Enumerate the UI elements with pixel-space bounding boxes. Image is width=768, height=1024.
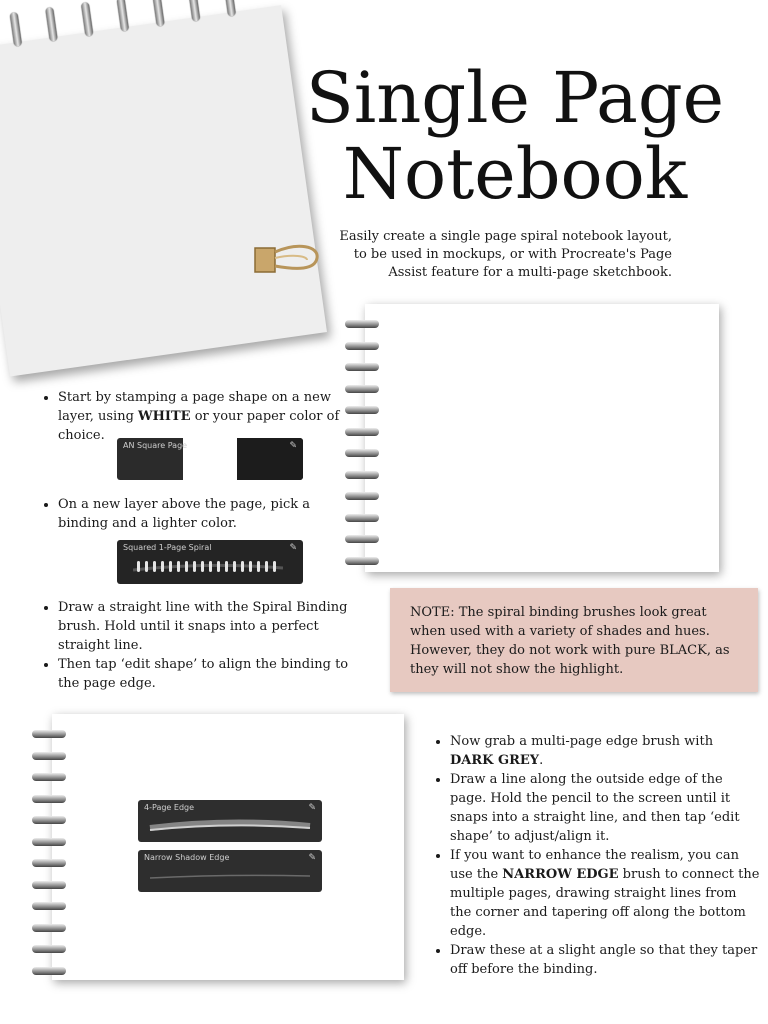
spiral-ring (32, 816, 66, 824)
spiral-ring (32, 773, 66, 781)
brush-swatch-four-page-edge (138, 800, 322, 842)
shadow-stroke-preview (148, 866, 312, 886)
decorative-notebook (0, 0, 334, 357)
note-text: NOTE: The spiral binding brushes look great when used with a variety of shades and hues. However, they do not work with pure BLACK, as they will not show the highlight. (410, 605, 730, 677)
spiral-stroke-preview (133, 560, 283, 574)
step-draw-line: • Draw a straight line with the Spiral Binding brush. Hold until it snaps into a perfect straight line. (58, 598, 368, 655)
spiral-tick (265, 561, 268, 572)
pen-icon: ✎ (289, 543, 297, 553)
spiral-tick (233, 561, 236, 572)
spiral-tick (217, 561, 220, 572)
spiral-ring (345, 557, 379, 565)
bold-white: WHITE (138, 409, 191, 424)
pen-icon: ✎ (308, 853, 316, 863)
binder-clip-icon (253, 240, 321, 278)
spiral-ring (32, 967, 66, 975)
spiral-ring (32, 795, 66, 803)
decorative-notebook-page (0, 5, 327, 376)
steps-list-3 (40, 598, 368, 693)
step-narrow-edge: • If you want to enhance the realism, you can use the NARROW EDGE brush to connect the multiple pages, drawing straight lines from the corner and tapering off along the bottom edge. (450, 846, 760, 941)
title-line-1: Single Page (305, 57, 725, 139)
spiral-ring (345, 471, 379, 479)
spiral-ring (32, 730, 66, 738)
spiral-tick (249, 561, 252, 572)
spiral-ring (32, 902, 66, 910)
steps-list-4 (432, 732, 760, 979)
steps-list-1 (40, 388, 358, 445)
steps-list-2 (40, 495, 358, 533)
intro-line-3: Assist feature for a multi-page sketchbook. (388, 265, 672, 280)
spiral-tick (137, 561, 140, 572)
notebook-page (365, 304, 719, 572)
step-stamp-page: • Start by stamping a page shape on a new layer, using WHITE or your paper color of choice. (58, 388, 358, 445)
step-pick-binding: • On a new layer above the page, pick a binding and a lighter color. (58, 495, 358, 533)
spiral-tick (169, 561, 172, 572)
intro-text (330, 228, 672, 282)
note-box (390, 588, 758, 692)
spiral-tick (145, 561, 148, 572)
brush-swatch-narrow-shadow-edge (138, 850, 322, 892)
brush-label-four-page: 4-Page Edge (144, 803, 195, 812)
spiral-ring (345, 535, 379, 543)
brush-swatch-spiral (117, 540, 303, 584)
brush-label-spiral: Squared 1-Page Spiral (123, 543, 212, 552)
step-edit-shape: • Then tap ‘edit shape’ to align the binding to the page edge. (58, 655, 368, 693)
edge-stroke-preview (148, 814, 312, 838)
spiral-ring (32, 838, 66, 846)
spiral-tick (241, 561, 244, 572)
spiral-ring (345, 320, 379, 328)
spiral-ring (32, 924, 66, 932)
brush-label-square-page: AN Square Page (123, 441, 188, 450)
spiral-ring (32, 945, 66, 953)
bold-narrow-edge: NARROW EDGE (502, 867, 619, 882)
spiral-ring (32, 859, 66, 867)
brush-label-narrow-shadow: Narrow Shadow Edge (144, 853, 230, 862)
bold-dark-grey: DARK GREY (450, 753, 540, 768)
spiral-ring (345, 342, 379, 350)
intro-line-1: Easily create a single page spiral notebook layout, (339, 229, 672, 244)
brush-swatch-square-page (117, 438, 303, 480)
pen-icon: ✎ (308, 803, 316, 813)
spiral-tick (257, 561, 260, 572)
spiral-tick (185, 561, 188, 572)
spiral-tick (225, 561, 228, 572)
intro-line-2: to be used in mockups, or with Procreate's Page (353, 247, 672, 262)
spiral-tick (177, 561, 180, 572)
step-slight-angle: • Draw these at a slight angle so that they taper off before the binding. (450, 941, 760, 979)
pen-icon: ✎ (289, 441, 297, 451)
multi-page-notebook-mockup (32, 714, 412, 982)
spiral-tick (209, 561, 212, 572)
title-line-2: Notebook (342, 133, 688, 215)
spiral-ring (345, 449, 379, 457)
spiral-notebook-mockup (345, 304, 725, 576)
spiral-tick (153, 561, 156, 572)
spiral-ring (32, 881, 66, 889)
spiral-ring (32, 752, 66, 760)
spiral-tick (193, 561, 196, 572)
spiral-tick (273, 561, 276, 572)
step-draw-edge-line: • Draw a line along the outside edge of the page. Hold the pencil to the screen until it snaps into a straight line, and then tap ‘edit shape’ to adjust/align it. (450, 770, 760, 846)
spiral-tick (201, 561, 204, 572)
step-grab-edge-brush: • Now grab a multi-page edge brush with DARK GREY. (450, 732, 760, 770)
page-title (290, 57, 740, 215)
spiral-ring (345, 363, 379, 371)
notebook-page (52, 714, 404, 980)
spiral-tick (161, 561, 164, 572)
